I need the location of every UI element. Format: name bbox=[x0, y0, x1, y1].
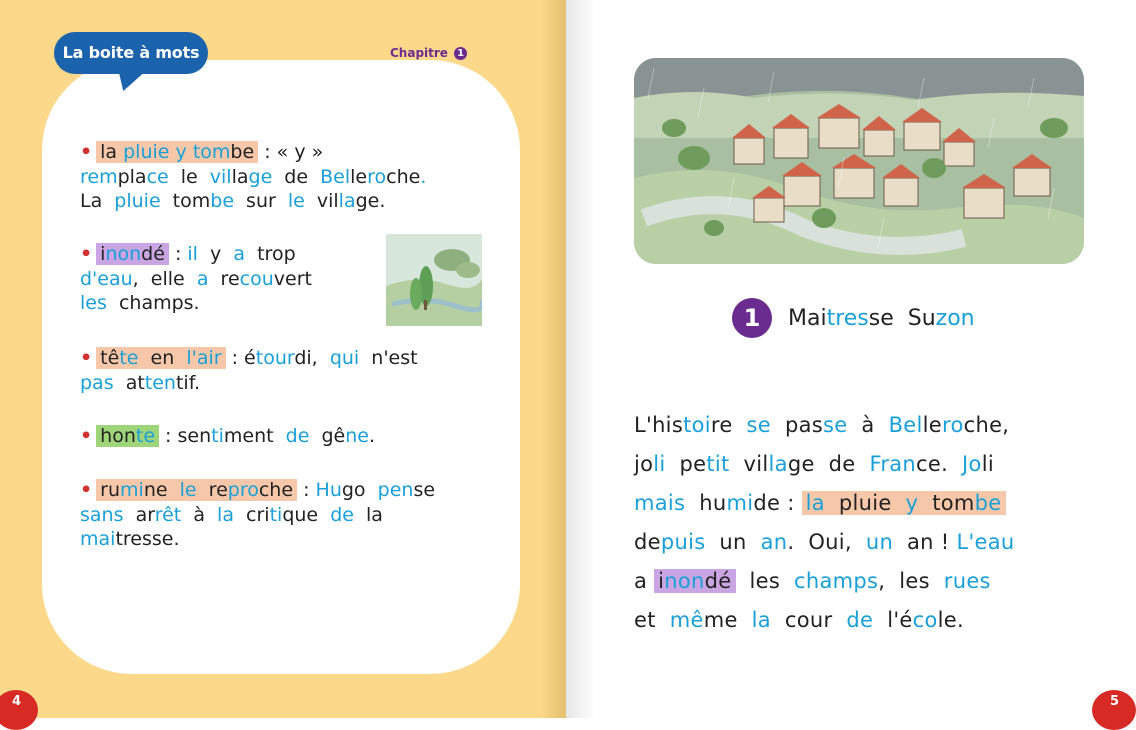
story-title-text: Maitresse Suzon bbox=[788, 306, 975, 331]
bullet-icon: • bbox=[80, 479, 93, 501]
vocab-term-rumine: rumine le reproche bbox=[96, 479, 297, 501]
chapter-label-text: Chapitre bbox=[390, 46, 448, 60]
story-line: et même la cour de l'école. bbox=[634, 608, 964, 632]
page-number-right-text: 5 bbox=[1110, 694, 1120, 709]
word-box-bubble: La boite à mots bbox=[54, 32, 208, 74]
speech-tail-icon bbox=[113, 64, 148, 94]
chapter-label bbox=[390, 46, 467, 60]
vocab-term-tete: tête en l'air bbox=[96, 347, 225, 369]
bullet-icon: • bbox=[80, 141, 93, 163]
story-text bbox=[634, 406, 1064, 640]
flooded-field-image bbox=[386, 234, 482, 326]
story-line: mais humide : la pluie y tombe bbox=[634, 484, 1064, 523]
vocab-entry-honte: • honte : sentiment de gêne. bbox=[80, 425, 376, 447]
bullet-icon: • bbox=[80, 425, 93, 447]
bullet-icon: • bbox=[80, 243, 93, 265]
page-number-right bbox=[1092, 690, 1136, 730]
vocab-term-pluie: la pluie y tombe bbox=[96, 141, 258, 163]
chapter-number-badge: 1 bbox=[454, 47, 467, 60]
bullet-icon: • bbox=[80, 347, 93, 369]
vocab-entry-pluie: • la pluie y tombe : « y » remplace le village de Belleroche. La pluie tombe sur le village. bbox=[80, 141, 427, 212]
vocab-entry-inonde: • inondé : il y a trop d'eau, elle a recouvert les champs. bbox=[80, 243, 312, 314]
story-line: depuis un an. Oui, un an ! L'eau bbox=[634, 530, 1015, 554]
page-number-left-text: 4 bbox=[12, 694, 22, 709]
chapter-number-badge-large: 1 bbox=[732, 298, 772, 338]
vocab-entry-rumine: • rumine le reproche : Hugo pense sans arrêt à la critique de la maitresse. bbox=[80, 479, 436, 550]
story-line: L'histoire se passe à Belleroche, bbox=[634, 413, 1010, 437]
vocab-term-inonde: inondé bbox=[96, 243, 169, 265]
story-line: a inondé les champs, les rues bbox=[634, 569, 991, 593]
page-number-left bbox=[0, 690, 38, 730]
rainy-village-illustration bbox=[634, 58, 1084, 264]
vocab-term-honte: honte bbox=[96, 425, 159, 447]
story-line: joli petit village de France. Joli bbox=[634, 452, 994, 476]
vocab-entry-tete-en-lair: • tête en l'air : étourdi, qui n'est pas attentif. bbox=[80, 347, 418, 394]
